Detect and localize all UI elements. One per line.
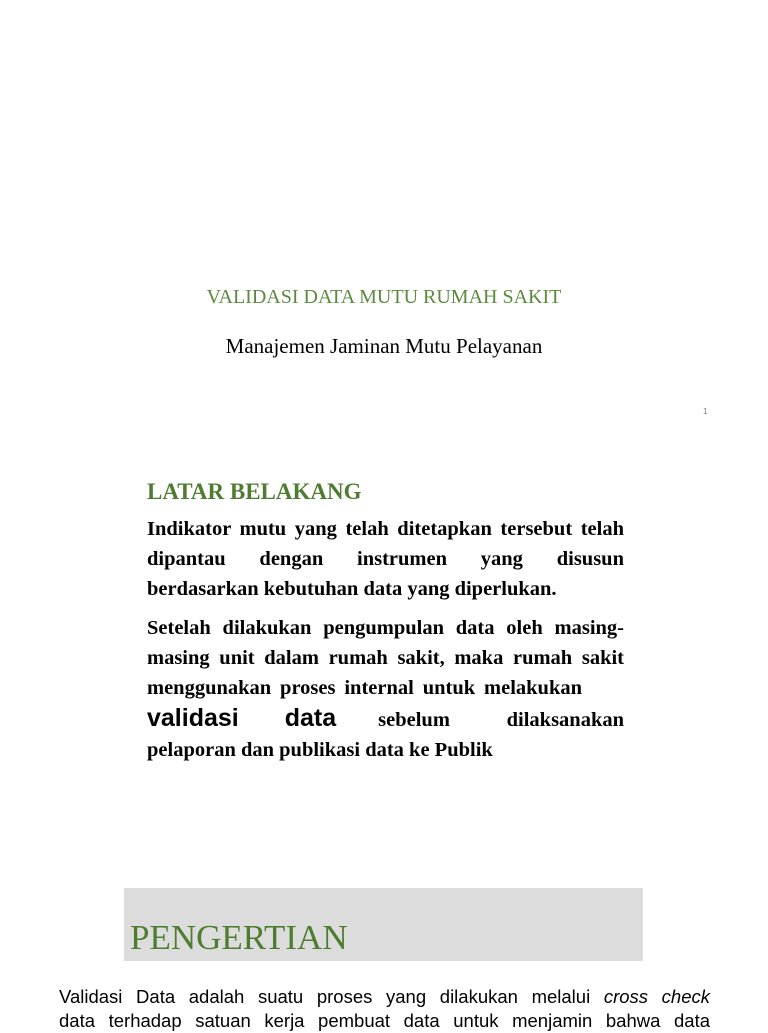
definition-text-line-2: data terhadap satuan kerja pembuat data untuk menjamin bahwa data	[59, 1010, 710, 1031]
emphasis-data: data	[284, 704, 337, 732]
background-paragraph-2-start: Setelah dilakukan pengumpulan data oleh masing-masing unit dalam rumah sakit, maka rumah sakit menggunakan proses internal untuk melakukan	[147, 617, 624, 699]
background-paragraph-1: Indikator mutu yang telah ditetapkan tersebut telah dipantau dengan instrumen yang disusun berdasarkan kebutuhan data yang diperlukan.	[147, 518, 624, 600]
emphasis-validasi: validasi	[147, 704, 239, 732]
definition-text-italic: cross check	[603, 986, 710, 1007]
background-heading: LATAR BELAKANG	[147, 479, 362, 504]
definition-heading: PENGERTIAN	[130, 918, 348, 957]
definition-text	[59, 985, 710, 1033]
page-number: 1	[703, 407, 708, 416]
background-paragraph-2	[147, 613, 624, 765]
background-paragraph-2-end: sebelum dilaksanakan pelaporan dan publikasi data ke Publik	[147, 709, 624, 761]
document-title: VALIDASI DATA MUTU RUMAH SAKIT	[206, 286, 562, 308]
definition-text-start: Validasi Data adalah suatu proses yang dilakukan melalui	[59, 986, 591, 1007]
document-subtitle: Manajemen Jaminan Mutu Pelayanan	[225, 334, 543, 358]
